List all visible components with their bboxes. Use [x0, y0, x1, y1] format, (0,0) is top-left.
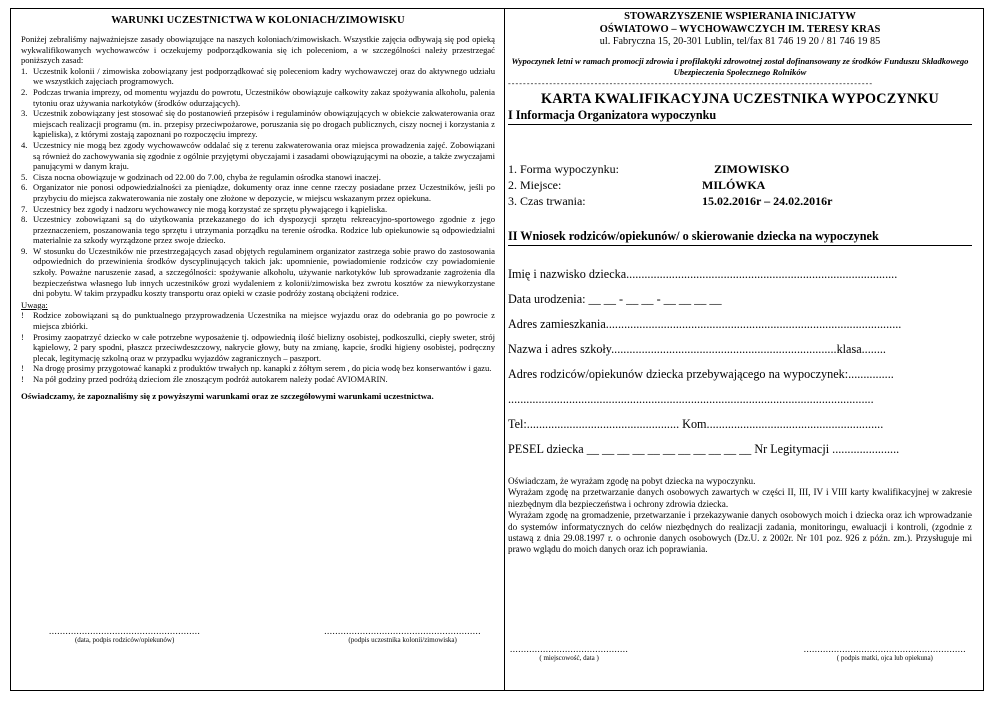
rule-item: 4. Uczestnicy nie mogą bez zgody wychowawców oddalać się z terenu zakwaterowania oraz miejsca prowadzenia zajęć. Zobowiązani są również do zachowywania się zgodnie z ogólnie przyjętymi obyczajami i zasadami obowiązującymi na obozie, a także zwyczajami panującymi w danym kraju. — [21, 139, 495, 172]
notice-item: ! Na pół godziny przed podróżą dzieciom źle znoszącym podróż autokarem należy podać AVIOMARIN. — [21, 374, 388, 384]
child-fields — [508, 267, 972, 456]
pesel-field[interactable]: PESEL dziecka __ __ __ __ __ __ __ __ __ __ __ Nr Legitymacji ...................... — [508, 442, 900, 456]
rules-list — [21, 66, 495, 299]
parent-signature-field[interactable]: ....................................................... (data, podpis rodziców/opiekunów) — [49, 626, 201, 644]
home-address-field[interactable]: Adres zamieszkania................................................................................................. — [508, 317, 902, 331]
qualification-card-column — [508, 11, 972, 686]
notice-heading: Uwaga: — [21, 299, 48, 310]
section1-title: I Informacja Organizatora wypoczynku — [508, 108, 972, 125]
birth-date-field[interactable]: Data urodzenia: __ __ - __ __ - __ __ __ __ — [508, 292, 722, 306]
section2-title: II Wniosek rodziców/opiekunów/ o skierowanie dziecka na wypoczynek — [508, 229, 972, 246]
info-row-duration: 3. Czas trwania: 15.02.2016r – 24.02.2016r — [508, 194, 833, 208]
card-title: KARTA KWALIFIKACYJNA UCZESTNIKA WYPOCZYNKU — [541, 91, 939, 107]
rule-item: 9. W stosunku do Uczestników nie przestrzegających zasad objętych regulaminem organizator zastrzega sobie prawo do zastosowania odpowiednich do przewinienia środków dyscyplinujących takich jak: upomnienie, powiadomienie rodziców czy powiadomienie szkoły. Poważne naruszenie zasad, a szczególności: spożywanie alkoholu, używanie narkotyków lub sprowadzanie zagrożenia dla bezpieczeństwa własnego lub innych uczestników grozi wydaleniem z kolonii/zimowiska bez zwrotu kosztów za niewykorzystane dni pobytu. W takim przypadku koszty transportu oraz opieki w czasie podróży zostaną obciążeni rodzice. — [21, 245, 495, 299]
school-field[interactable]: Nazwa i adres szkoły..........................................................................klasa........ — [508, 342, 886, 356]
organization-address: ul. Fabryczna 15, 20-301 Lublin, tel/fax 81 746 19 20 / 81 746 19 85 — [599, 36, 881, 47]
organizer-info — [508, 161, 972, 209]
rule-item: 6. Organizator nie ponosi odpowiedzialności za pieniądze, dokumenty oraz inne cenne rzeczy posiadane przez Uczestników, jeśli po przybyciu do miejsca zakwaterowania nie zostały one złożone w depozycie, w miejscu wskazanym przez opiekuna. — [21, 182, 495, 203]
conditions-declaration: Oświadczamy, że zapoznaliśmy się z powyższymi warunkami oraz ze szczegółowymi warunkami uczestnictwa. — [21, 390, 434, 401]
conditions-intro: Poniżej zebraliśmy najważniejsze zasady obowiązujące na naszych koloniach/zimowiskach. Wszystkie zajęcia odbywają się pod opieką wykwalifikowanych wychowawców i oczekujemy podporządkowania się ich poleceniom, a w szczególności należy przestrzegać poniższych zasad: — [21, 34, 495, 66]
left-signature-row — [21, 626, 495, 644]
rule-item: 1. Uczestnik kolonii / zimowiska zobowiązany jest podporządkować się poleceniom kadry wychowawczej oraz do aktywnego udziału we wszystkich zajęciach programowych. — [21, 65, 495, 87]
rule-item: 7. Uczestnicy bez zgody i nadzoru wychowawcy nie mogą korzystać ze sprzętu pływającego i kąpieliska. — [21, 203, 388, 214]
guardian-signature-caption: ( podpis matki, ojca lub opiekuna) — [836, 654, 933, 662]
phone-field[interactable]: Tel:.................................................. Kom.......................................................... — [508, 417, 884, 431]
column-divider — [504, 9, 505, 690]
document-frame — [10, 8, 984, 691]
notice-item: ! Prosimy zaopatrzyć dziecko w całe potrzebne wyposażenie tj. odpowiednią ilość bielizny osobistej, podkoszulki, ciepły sweter, strój kąpielowy, 2 pary spodni, płaszcz przeciwdeszczowy, nakrycie głowy, buty na zmianę, kapcie, środki higieny osobistej, podręczny plecak, legitymację szkolną oraz w przypadku wyjazdów zagranicznych – paszport. — [21, 331, 495, 363]
consent-block — [508, 476, 972, 556]
organization-name-line2: OŚWIATOWO – WYCHOWAWCZYCH IM. TERESY KRAS — [599, 23, 881, 35]
conditions-column — [21, 15, 495, 685]
info-row-place: 2. Miejsce: MILÓWKA — [508, 178, 766, 192]
participant-signature-field[interactable]: ......................................................... (podpis uczestnika kolonii/zimowiska) — [324, 626, 481, 644]
place-date-caption: ( miejscowość, data ) — [539, 654, 599, 662]
participant-signature-caption: (podpis uczestnika kolonii/zimowiska) — [348, 636, 457, 644]
consent-data-processing: Wyrażam zgodę na przetwarzanie danych osobowych zawartych w części II, III, IV i VIII karty kwalifikacyjnej w zakresie niezbędnym dla bezpieczeństwa i ochrony zdrowia dziecka. — [508, 487, 972, 509]
parents-address-continuation-field[interactable]: ........................................................................................................................ — [508, 392, 874, 406]
rule-item: 3. Uczestnik zobowiązany jest stosować się do postanowień przepisów i regulaminów obowiązujących w obiekcie zakwaterowania oraz miejscach realizacji programu (m. in. przepisy przeciwpożarowe, poruszania się po drogach publicznych, ciszy nocnej i korzystania z kąpieliska), z którymi zostają zapoznani po rozpoczęciu imprezy. — [21, 108, 495, 140]
rule-item: 8. Uczestnicy zobowiązani są do użytkowania przekazanego do ich dyspozycji sprzętu rekreacyjno-sportowego zgodnie z jego przeznaczeniem, poszanowania tego sprzętu i utrzymania porządku na terenie ośrodka. Rodzice lub opiekunowie są odpowiedzialni materialnie za szkody wyrządzone przez swoje dziecko. — [21, 214, 495, 246]
guardian-signature-field[interactable]: ........................................................... ( podpis matki, ojca lub opiekuna) — [803, 644, 966, 662]
consent-data-collection: Wyrażam zgodę na gromadzenie, przetwarzanie i przekazywanie danych osobowych moich i dziecka oraz ich wprowadzanie do systemów informatycznych do celów niezbędnych do realizacji zadania, monitoringu, ewaluacji i kontroli, (zgodnie z ustawą z dnia 29.08.1997 r. o ochronie danych osobowych (Dz.U. z 2002r. Nr 101 poz. 926 z późn. zm.). Przysługuje mi prawo wglądu do moich danych oraz ich poprawiania. — [508, 510, 972, 555]
info-row-form: 1. Forma wypoczynku: ZIMOWISKO — [508, 162, 790, 176]
notice-list — [21, 310, 495, 384]
organization-name-line1: STOWARZYSZENIE WSPIERANIA INICJATYW — [624, 11, 856, 22]
dashed-separator: ------------------------------------------------------------------------------------------------- — [508, 80, 874, 88]
parents-address-field[interactable]: Adres rodziców/opiekunów dziecka przebywającego na wypoczynek:............... — [508, 367, 894, 381]
funding-note: Wypoczynek letni w ramach promocji zdrowia i profilaktyki zdrowotnej został dofinansowany ze środków Funduszu Składkowego Ubezpieczenia Społecznego Rolników — [511, 56, 969, 77]
right-signature-row — [508, 644, 972, 662]
rule-item: 5. Cisza nocna obowiązuje w godzinach od 22.00 do 7.00, chyba że regulamin ośrodka stanowi inaczej. — [21, 171, 381, 182]
child-name-field[interactable]: Imię i nazwisko dziecka......................................................................................... — [508, 267, 898, 281]
rule-item: 2. Podczas trwania imprezy, od momentu wyjazdu do powrotu, Uczestników obowiązuje całkowity zakaz spożywania alkoholu, palenia tytoniu oraz używania narkotyków (środków odurzających). — [21, 86, 495, 108]
place-date-field[interactable]: ........................................... ( miejscowość, data ) — [510, 644, 629, 662]
notice-item: ! Na drogę prosimy przygotować kanapki z produktów trwałych np. kanapki z żółtym serem , do picia wodę bez konserwantów i gazu. — [21, 363, 492, 374]
conditions-title: WARUNKI UCZESTNICTWA W KOLONIACH/ZIMOWISKU — [111, 15, 405, 26]
notice-item: ! Rodzice zobowiązani są do punktualnego przyprowadzenia Uczestnika na miejsce wyjazdu oraz do odebrania go po powrocie z miejsca zbiórki. — [21, 310, 495, 332]
parent-signature-caption: (data, podpis rodziców/opiekunów) — [74, 636, 175, 644]
consent-stay: Oświadczam, że wyrażam zgodę na pobyt dziecka na wypoczynku. — [508, 476, 756, 486]
